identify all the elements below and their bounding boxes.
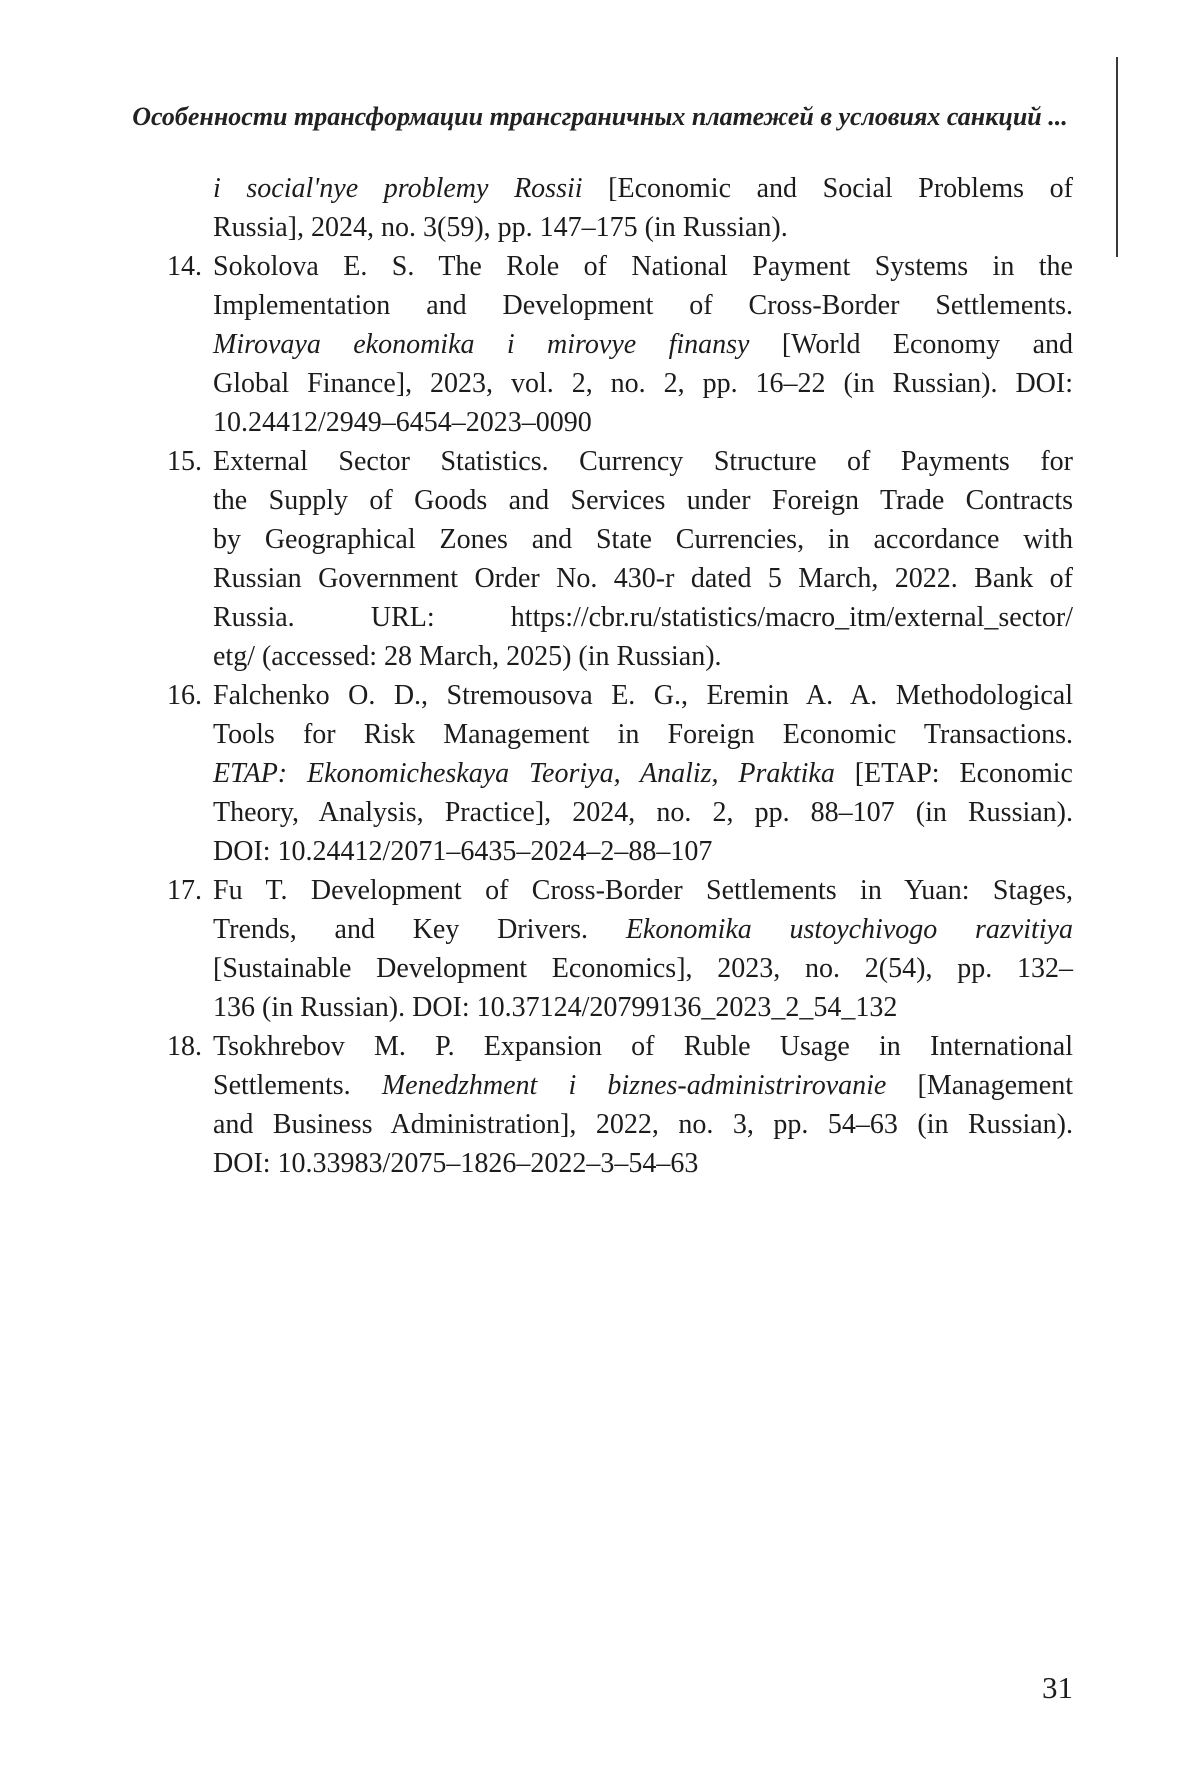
text-segment: 136 (in Russian). DOI: 10.37124/20799136_2023_2_54_132 xyxy=(213,992,898,1023)
reference-number: 14. xyxy=(167,251,202,282)
reference-line xyxy=(213,247,1073,286)
journal-title-segment: Menedzhment i biznes-administrirovanie xyxy=(381,1070,887,1101)
reference-line xyxy=(213,793,1073,832)
reference-line xyxy=(213,481,1073,520)
reference-line xyxy=(213,676,1073,715)
text-segment: Implementation and Development of Cross-Border Settlements. xyxy=(213,290,1073,321)
reference-text xyxy=(213,676,1073,871)
text-segment: DOI: 10.24412/2071–6435–2024–2–88–107 xyxy=(213,836,713,867)
reference-entry xyxy=(167,1027,1073,1183)
text-segment: DOI: 10.33983/2075–1826–2022–3–54–63 xyxy=(213,1148,699,1179)
references-list xyxy=(167,169,1073,1183)
reference-line xyxy=(213,598,1073,637)
text-segment: and Business Administration], 2022, no. 3, pp. 54–63 (in Russian). xyxy=(213,1109,1073,1140)
reference-text xyxy=(213,169,1073,247)
journal-title-segment: Ekonomika ustoychivogo razvitiya xyxy=(625,914,1073,945)
reference-line xyxy=(213,1066,1073,1105)
reference-line xyxy=(213,949,1073,988)
reference-entry xyxy=(167,442,1073,676)
text-segment: Trends, and Key Drivers. xyxy=(213,914,626,945)
reference-line xyxy=(213,910,1073,949)
reference-text xyxy=(213,871,1073,1027)
text-segment: [ETAP: Economic xyxy=(834,758,1073,789)
reference-line xyxy=(213,1027,1073,1066)
reference-entry xyxy=(167,676,1073,871)
text-segment: [Sustainable Development Economics], 2023, no. 2(54), pp. 132– xyxy=(213,953,1073,984)
text-segment: 10.24412/2949–6454–2023–0090 xyxy=(213,407,592,438)
reference-line xyxy=(213,715,1073,754)
reference-line xyxy=(213,325,1073,364)
reference-number: 18. xyxy=(167,1031,202,1062)
reference-line xyxy=(213,637,1073,676)
reference-line xyxy=(213,169,1073,208)
text-segment: Russian Government Order No. 430-r dated 5 March, 2022. Bank of xyxy=(213,563,1073,594)
text-segment: Tools for Risk Management in Foreign Economic Transactions. xyxy=(213,719,1073,750)
reference-line xyxy=(213,403,1073,442)
text-segment: Falchenko O. D., Stremousova E. G., Eremin A. A. Methodological xyxy=(213,680,1073,711)
text-segment: by Geographical Zones and State Currencies, in accordance with xyxy=(213,524,1073,555)
running-header: Особенности трансформации трансграничных платежей в условиях санкций ... xyxy=(132,102,1068,131)
reference-number: 17. xyxy=(167,875,202,906)
reference-number: 15. xyxy=(167,446,202,477)
reference-line xyxy=(213,286,1073,325)
text-segment: [World Economy and xyxy=(749,329,1073,360)
margin-rule xyxy=(1116,57,1118,257)
reference-entry xyxy=(167,871,1073,1027)
reference-number: 16. xyxy=(167,680,202,711)
reference-line xyxy=(213,1105,1073,1144)
text-segment: Tsokhrebov M. P. Expansion of Ruble Usage in International xyxy=(213,1031,1073,1062)
text-segment: [Management xyxy=(886,1070,1074,1101)
reference-text xyxy=(213,247,1073,442)
journal-title-segment: ETAP: Ekonomicheskaya Teoriya, Analiz, Praktika xyxy=(213,758,835,789)
text-segment: Global Finance], 2023, vol. 2, no. 2, pp. 16–22 (in Russian). DOI: xyxy=(213,368,1073,399)
text-segment: the Supply of Goods and Services under Foreign Trade Contracts xyxy=(213,485,1073,516)
text-segment: Theory, Analysis, Practice], 2024, no. 2, pp. 88–107 (in Russian). xyxy=(213,797,1073,828)
reference-line xyxy=(213,1144,1073,1183)
reference-line xyxy=(213,832,1073,871)
reference-line xyxy=(213,442,1073,481)
reference-line xyxy=(213,559,1073,598)
reference-entry xyxy=(167,247,1073,442)
text-segment: etg/ (accessed: 28 March, 2025) (in Russian). xyxy=(213,641,722,672)
text-segment: Settlements. xyxy=(213,1070,382,1101)
page-number: 31 xyxy=(1042,1670,1073,1705)
text-segment: Fu T. Development of Cross-Border Settlements in Yuan: Stages, xyxy=(213,875,1073,906)
text-segment: Russia. URL: https://cbr.ru/statistics/macro_itm/external_sector/ xyxy=(213,602,1073,633)
reference-line xyxy=(213,520,1073,559)
reference-text xyxy=(213,1027,1073,1183)
reference-entry xyxy=(167,169,1073,247)
journal-title-segment: Mirovaya ekonomika i mirovye finansy xyxy=(213,329,750,360)
reference-line xyxy=(213,364,1073,403)
text-segment: [Economic and Social Problems of xyxy=(582,173,1073,204)
text-segment: Sokolova E. S. The Role of National Payment Systems in the xyxy=(213,251,1073,282)
text-segment: Russia], 2024, no. 3(59), pp. 147–175 (in Russian). xyxy=(213,212,788,243)
reference-line xyxy=(213,208,1073,247)
reference-line xyxy=(213,871,1073,910)
reference-line xyxy=(213,754,1073,793)
journal-title-segment: i social'nye problemy Rossii xyxy=(213,173,583,204)
reference-line xyxy=(213,988,1073,1027)
reference-text xyxy=(213,442,1073,676)
text-segment: External Sector Statistics. Currency Structure of Payments for xyxy=(213,446,1073,477)
